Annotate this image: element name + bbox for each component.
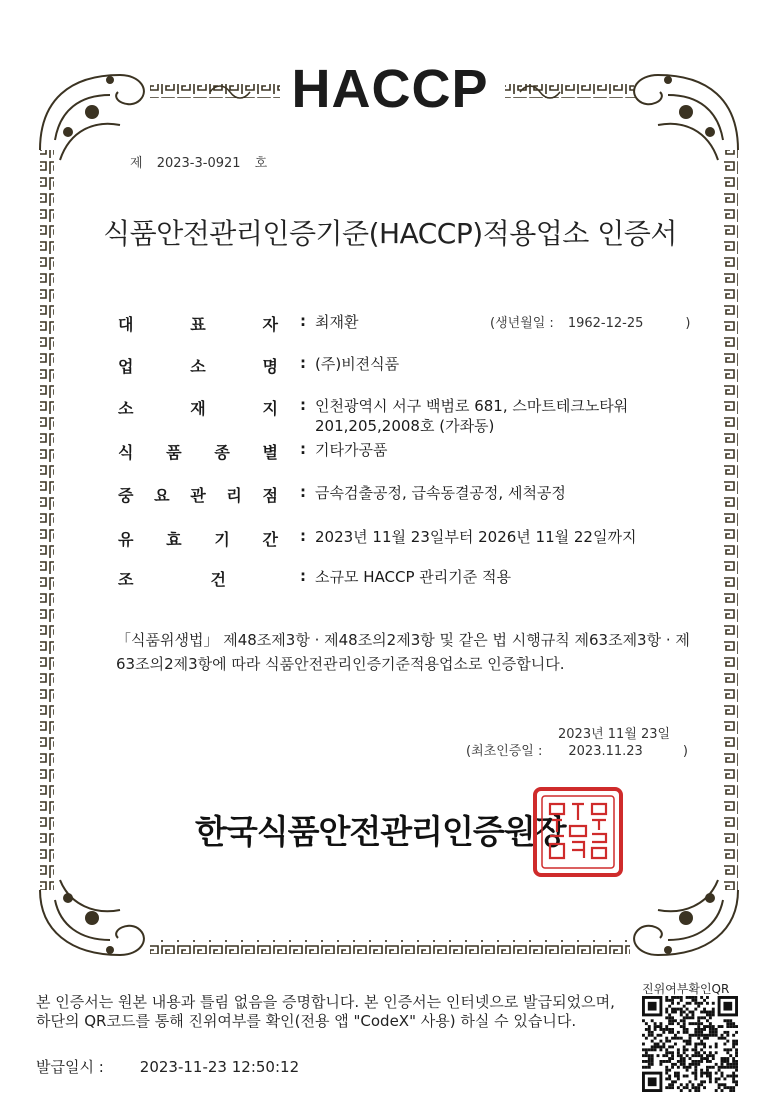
issue-date: 2023년 11월 23일 — [558, 727, 671, 742]
cert-no-suffix: 호 — [254, 156, 268, 171]
field-value: 금속검출공정, 급속동결공정, 세척공정 — [315, 484, 566, 502]
field-value: 소규모 HACCP 관리기준 적용 — [315, 568, 511, 586]
field-value: 기타가공품 — [315, 441, 388, 459]
official-seal-icon — [532, 786, 624, 878]
issuer-name: 한국식품안전관리인증원장 — [195, 812, 566, 851]
field-label: 소 재 지 — [118, 399, 278, 418]
field-value: 인천광역시 서구 백범로 681, 스마트테크노타워 201,205,2008호 (가좌동) — [315, 397, 629, 435]
first-cert-date: (최초인증일 : 2023.11.23 ) — [466, 744, 688, 759]
certificate: HACCP 제 2023-3-0921 호 식품안전관리인증기준(HACCP)적용업소 인증서 대 표 자 : 최재환 (생년월일 : 1962-12-25 ) 업 소 명 : (주)비젼식품 소 재 지 : 인천광역시 서구 백범로 681, 스마트테크노타워 201,205,2008호 (가좌동) 식 품 종 별 : 기타가공품 중 요 관 리 점 : 금속검출공정, 급속동결공정, 세척공정 유 효 기 간 : 2023년 11월 23일부터 2026년 11월 22일까지 조 건 : 소규모 HACCP 관리기준 적용 「식품위생법」 제48조제3항 · 제48조의2제3항 및 같은 법 시행규칙 제63조제3항 · 제63조의2제3항에 따라 식품안전관리인증기준적용업소로 인증합니다. 2023년 11월 23일 (최초인증일 : 2023.11.23 ) 한국식품안전관리인증원장 — [0, 0, 780, 980]
field-label: 대 표 자 — [118, 315, 278, 334]
document-title: 식품안전관리인증기준(HACCP)적용업소 인증서 — [103, 217, 677, 250]
certification-statement: 「식품위생법」 제48조제3항 · 제48조의2제3항 및 같은 법 시행규칙 제63조제3항 · 제63조의2제3항에 따라 식품안전관리인증기준적용업소로 인증합니다. — [116, 631, 690, 673]
cert-no-prefix: 제 — [130, 156, 143, 171]
certificate-number — [130, 152, 277, 171]
field-value: 2023년 11월 23일부터 2026년 11월 22일까지 — [315, 528, 637, 546]
field-label: 조 건 — [118, 570, 226, 589]
field-value: (주)비젼식품 — [315, 355, 400, 373]
issued-datetime: 발급일시 : 2023-11-23 12:50:12 — [36, 1058, 300, 1076]
birth-date: (생년월일 : 1962-12-25 ) — [490, 316, 691, 331]
cert-no-value: 2023-3-0921 — [156, 156, 241, 171]
field-label: 식 품 종 별 — [118, 443, 278, 462]
field-label: 중 요 관 리 점 — [118, 486, 278, 505]
qr-code-icon[interactable] — [642, 996, 738, 1092]
field-value: 최재환 — [315, 313, 359, 331]
qr-label: 진위여부확인QR — [642, 982, 730, 996]
field-label: 업 소 명 — [118, 357, 278, 376]
footer-notice: 본 인증서는 원본 내용과 틀림 없음을 증명합니다. 본 인증서는 인터넷으로 발급되었으며, 하단의 QR코드를 통해 진위여부를 확인(전용 앱 "CodeX" 사용) 하실 수 있습니다. — [36, 993, 615, 1030]
haccp-logo: HACCP — [291, 59, 489, 119]
field-label: 유 효 기 간 — [118, 530, 278, 549]
